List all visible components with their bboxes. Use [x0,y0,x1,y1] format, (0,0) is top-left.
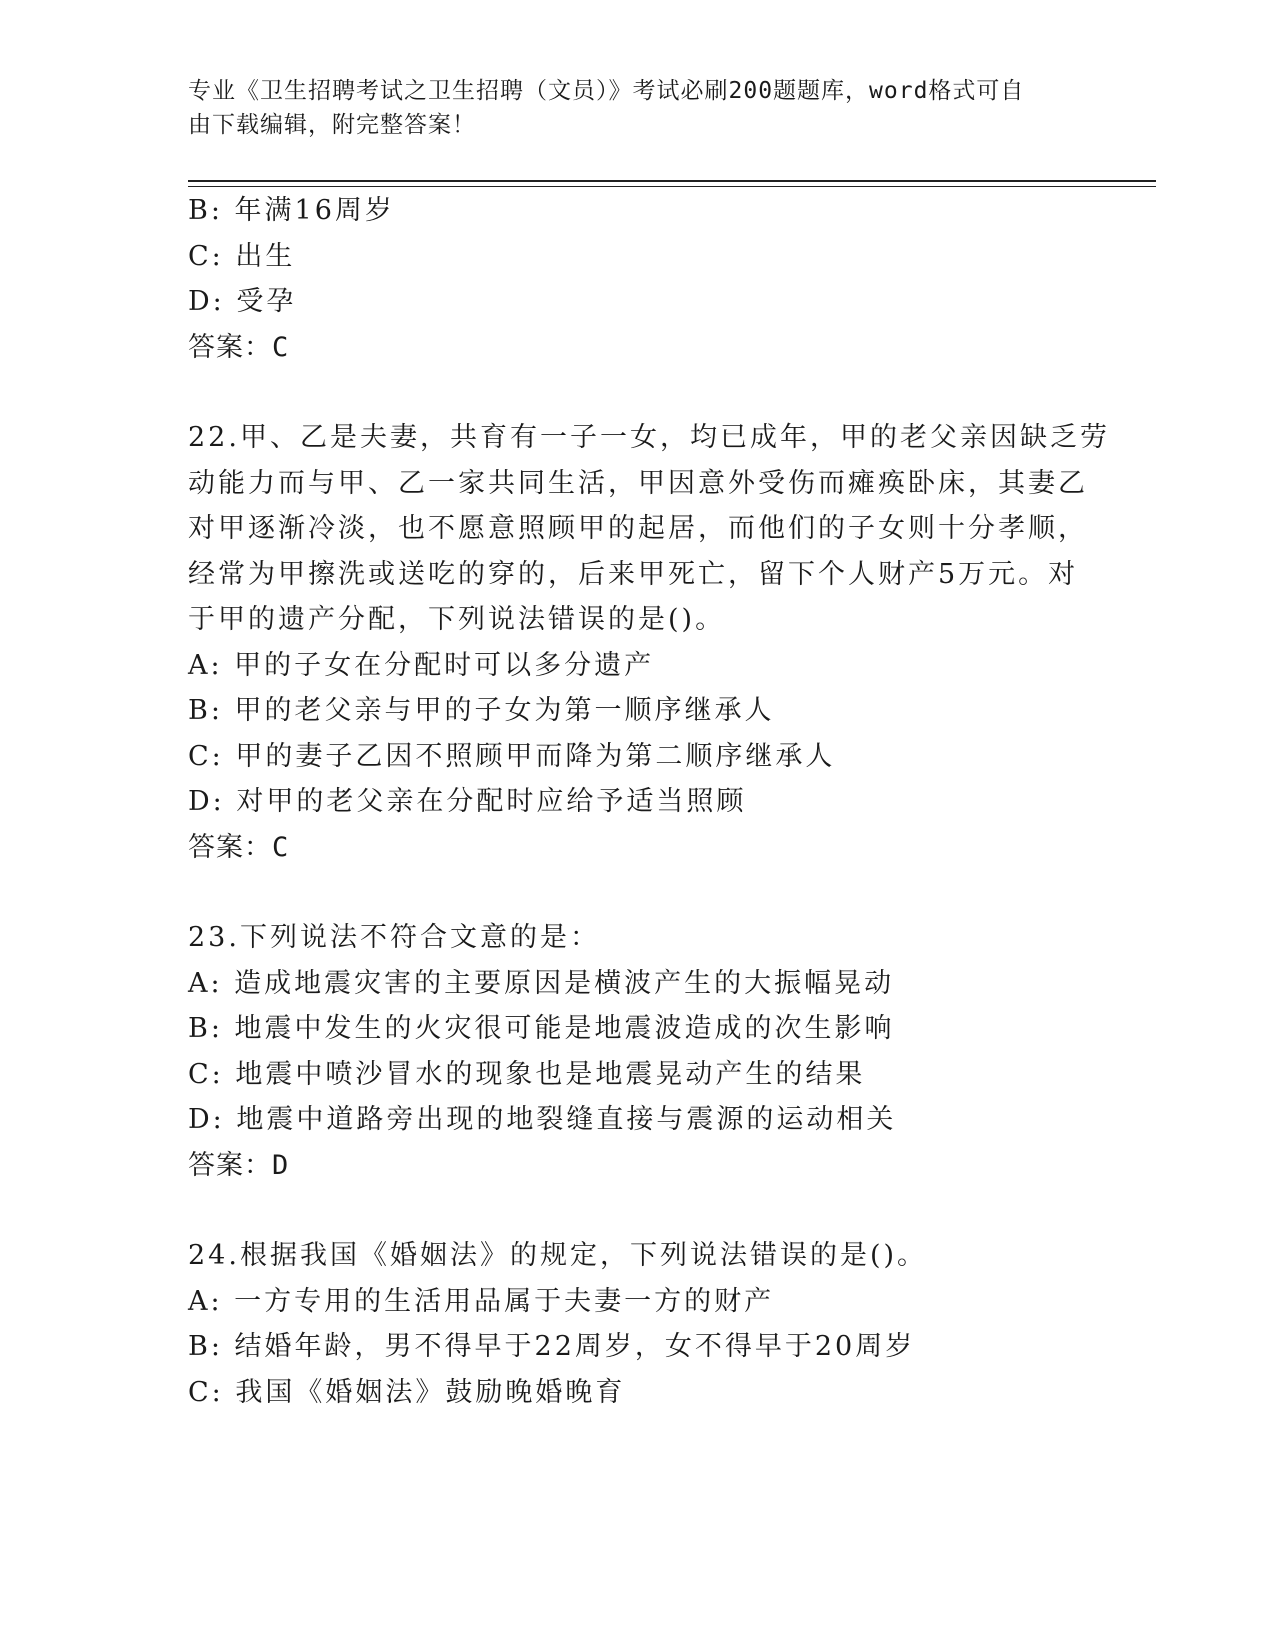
header-divider-thick [188,180,1156,182]
question-stem-line: 24.根据我国《婚姻法》的规定，下列说法错误的是()。 [188,1240,928,1271]
answer-line [188,825,1088,871]
question-23 [188,915,1088,1188]
question-stem-line: 23.下列说法不符合文意的是： [188,922,600,953]
spacer [188,870,1088,915]
option-a: A: 甲的子女在分配时可以多分遗产 [188,649,655,681]
option-c: C: 甲的妻子乙因不照顾甲而降为第二顺序继承人 [188,740,836,772]
option-c: C: 地震中喷沙冒水的现象也是地震晃动产生的结果 [188,1058,866,1090]
question-list [188,188,1110,1415]
option-d: D: 受孕 [188,286,297,317]
question-stem-line: 于甲的遗产分配，下列说法错误的是()。 [188,604,726,635]
header-divider-thin [188,186,1156,187]
answer-value: D [272,1149,290,1181]
header-line-2: 由下载编辑，附完整答案！ [188,112,476,138]
answer-line [188,1143,1088,1189]
question-24 [188,1233,1088,1415]
answer-label: 答案： [188,831,272,863]
question-stem-line: 22.甲、乙是夫妻，共育有一子一女，均已成年，甲的老父亲因缺乏劳 [188,422,1110,453]
header-line-1: 专业《卫生招聘考试之卫生招聘（文员）》考试必刷200题题库，word格式可自 [188,78,1025,104]
option-b: B: 甲的老父亲与甲的子女为第一顺序继承人 [188,695,775,726]
option-a: A: 造成地震灾害的主要原因是横波产生的大振幅晃动 [188,967,895,999]
answer-value: C [272,331,290,363]
document-header [188,74,1068,142]
spacer [188,1188,1088,1233]
option-d: D: 地震中道路旁出现的地裂缝直接与震源的运动相关 [188,1104,897,1135]
question-stem-line: 经常为甲擦洗或送吃的穿的，后来甲死亡，留下个人财产5万元。对 [188,558,1079,590]
question-stem-line: 动能力而与甲、乙一家共同生活，甲因意外受伤而瘫痪卧床，其妻乙 [188,467,1088,499]
option-c: C: 我国《婚姻法》鼓励晚婚晚育 [188,1376,626,1408]
option-b: B: 地震中发生的火灾很可能是地震波造成的次生影响 [188,1013,895,1044]
answer-value: C [272,831,290,863]
spacer [188,370,1088,415]
option-b: B: 年满16周岁 [188,195,395,226]
answer-label: 答案： [188,1149,272,1181]
question-stem-line: 对甲逐渐冷淡，也不愿意照顾甲的起居，而他们的子女则十分孝顺， [188,513,1088,544]
option-c: C: 出生 [188,240,296,272]
option-a: A: 一方专用的生活用品属于夫妻一方的财产 [188,1285,775,1317]
option-b: B: 结婚年龄，男不得早于22周岁，女不得早于20周岁 [188,1331,916,1362]
answer-label: 答案： [188,331,272,363]
answer-line [188,325,1088,371]
question-21-continued [188,188,1088,370]
option-d: D: 对甲的老父亲在分配时应给予适当照顾 [188,786,747,817]
question-22 [188,415,1110,870]
